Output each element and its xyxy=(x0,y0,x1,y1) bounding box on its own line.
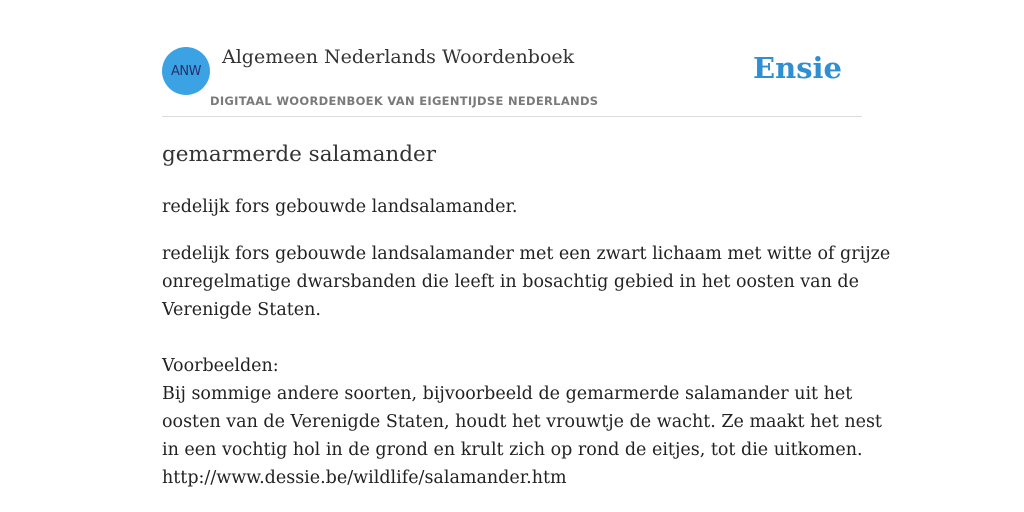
ensie-brand-logo[interactable]: Ensie xyxy=(753,51,842,85)
example-source: http://www.dessie.be/wildlife/salamander.htm xyxy=(162,468,567,488)
headword: gemarmerde salamander xyxy=(162,142,437,167)
header xyxy=(162,0,862,117)
examples-heading: Voorbeelden: xyxy=(162,356,279,376)
short-definition: redelijk fors gebouwde landsalamander. xyxy=(162,197,518,217)
long-definition-line: redelijk fors gebouwde landsalamander met een zwart lichaam met witte of grijze xyxy=(162,244,891,264)
long-definition-line: onregelmatige dwarsbanden die leeft in bosachtig gebied in het oosten van de xyxy=(162,272,859,292)
examples xyxy=(162,352,882,492)
logo-text: ANW xyxy=(171,63,201,79)
example-line: oosten van de Verenigde Staten, houdt het vrouwtje de wacht. Ze maakt het nest xyxy=(162,412,882,432)
example-line: in een vochtig hol in de grond en krult zich op rond de eitjes, tot die uitkomen. xyxy=(162,440,863,460)
site-subtitle: DIGITAAL WOORDENBOEK VAN EIGENTIJDSE NEDERLANDS xyxy=(210,94,599,108)
long-definition-line: Verenigde Staten. xyxy=(162,300,321,320)
site-title[interactable]: Algemeen Nederlands Woordenboek xyxy=(222,46,575,68)
anw-logo[interactable] xyxy=(162,47,210,95)
example-line: Bij sommige andere soorten, bijvoorbeeld de gemarmerde salamander uit het xyxy=(162,384,853,404)
long-definition xyxy=(162,240,891,324)
entry-content xyxy=(162,140,891,492)
